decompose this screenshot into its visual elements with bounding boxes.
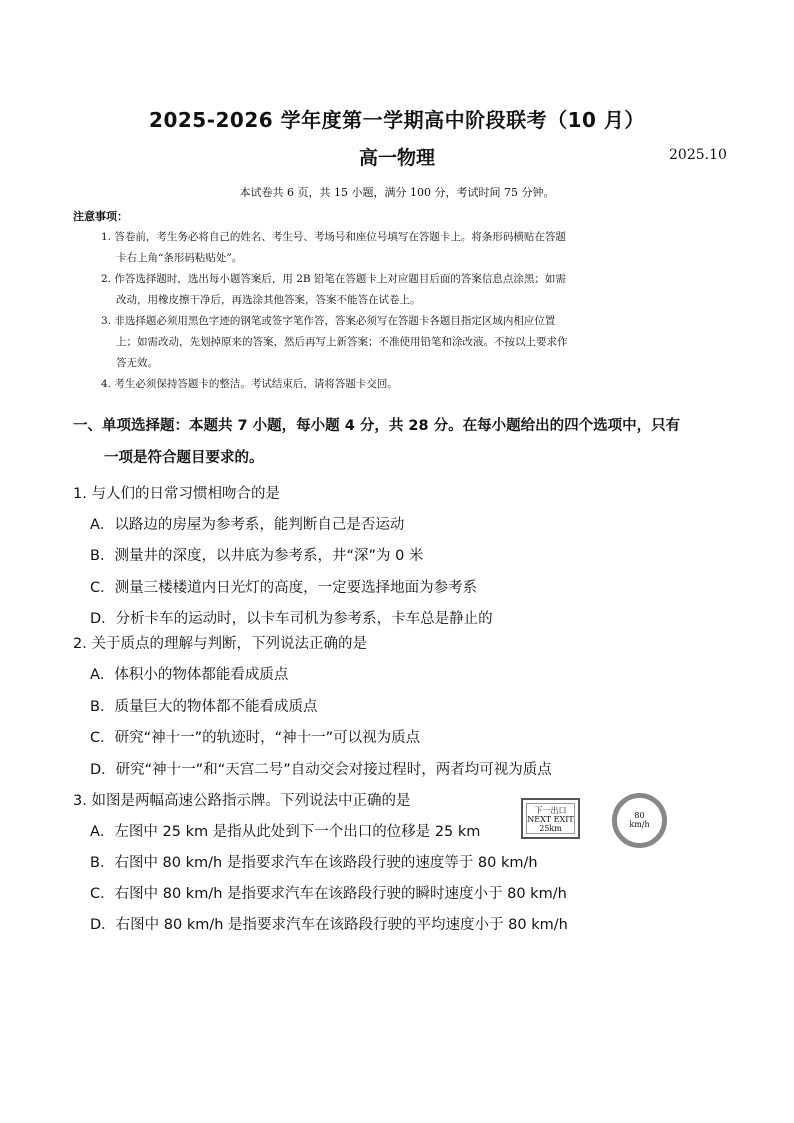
question-option: B．测量井的深度，以井底为参考系，井“深”为 0 米 [90, 548, 424, 564]
speed-limit-value: 80 [634, 811, 645, 820]
notice-heading: 注意事项： [73, 210, 128, 223]
question-option: A．体积小的物体都能看成质点 [90, 667, 289, 683]
notice-line: 答无效。 [116, 357, 158, 369]
exit-sign-line: 下一出口 [534, 806, 567, 815]
question-option: B．质量巨大的物体都不能看成质点 [90, 699, 318, 715]
question-option: D．右图中 80 km/h 是指要求汽车在该路段行驶的平均速度小于 80 km/h [90, 917, 568, 933]
notice-line: 卡右上角“条形码粘贴处”。 [116, 252, 243, 264]
notice-line: 2. 作答选择题时，选出每小题答案后，用 2B 铅笔在答题卡上对应题目后面的答案信息点涂黑；如需 [101, 273, 566, 285]
question-stem: 2. 关于质点的理解与判断，下列说法正确的是 [73, 636, 367, 652]
notice-line: 1. 答卷前，考生务必将自己的姓名、考生号、考场号和座位号填写在答题卡上。将条形码横贴在答题 [101, 231, 566, 243]
question-option: C．测量三楼楼道内日光灯的高度，一定要选择地面为参考系 [90, 580, 478, 596]
exit-sign [521, 798, 580, 839]
question-stem: 1. 与人们的日常习惯相吻合的是 [73, 486, 280, 502]
exit-sign-line: 25km [539, 824, 562, 833]
question-option: B．右图中 80 km/h 是指要求汽车在该路段行驶的速度等于 80 km/h [90, 855, 538, 871]
question-option: D．研究“神十一”和“天宫二号”自动交会对接过程时，两者均可视为质点 [90, 762, 552, 778]
question-option: D．分析卡车的运动时，以卡车司机为参考系，卡车总是静止的 [90, 611, 493, 627]
question-option: A．左图中 25 km 是指从此处到下一个出口的位移是 25 km [90, 824, 481, 840]
subject-title: 高一物理 [358, 147, 435, 169]
notice-line: 3. 非选择题必须用黑色字迹的钢笔或签字笔作答，答案必须写在答题卡各题目指定区域内相应位置 [101, 315, 556, 327]
question-option: C．右图中 80 km/h 是指要求汽车在该路段行驶的瞬时速度小于 80 km/h [90, 886, 567, 902]
exam-title: 2025-2026 学年度第一学期高中阶段联考（10 月） [149, 108, 645, 132]
exit-sign-line: NEXT EXIT [527, 815, 574, 824]
exam-intro: 本试卷共 6 页，共 15 小题，满分 100 分，考试时间 75 分钟。 [239, 186, 555, 199]
question-stem: 3. 如图是两幅高速公路指示牌。下列说法中正确的是 [73, 793, 411, 809]
notice-line: 上；如需改动，先划掉原来的答案，然后再写上新答案；不准使用铅笔和涂改液。不按以上要求作 [116, 336, 568, 348]
speed-limit-unit: km/h [629, 820, 650, 829]
notice-line: 4. 考生必须保持答题卡的整洁。考试结束后，请将答题卡交回。 [101, 378, 398, 390]
question-option: C．研究“神十一”的轨迹时，“神十一”可以视为质点 [90, 730, 421, 746]
exam-date: 2025.10 [669, 147, 727, 163]
speed-limit-sign [612, 793, 667, 848]
section-heading: 一、单项选择题：本题共 7 小题，每小题 4 分，共 28 分。在每小题给出的四个选项中，只有 [73, 418, 681, 434]
section-heading-cont: 一项是符合题目要求的。 [104, 450, 264, 466]
question-option: A．以路边的房屋为参考系，能判断自己是否运动 [90, 517, 405, 533]
notice-line: 改动，用橡皮擦干净后，再选涂其他答案，答案不能答在试卷上。 [116, 294, 421, 306]
